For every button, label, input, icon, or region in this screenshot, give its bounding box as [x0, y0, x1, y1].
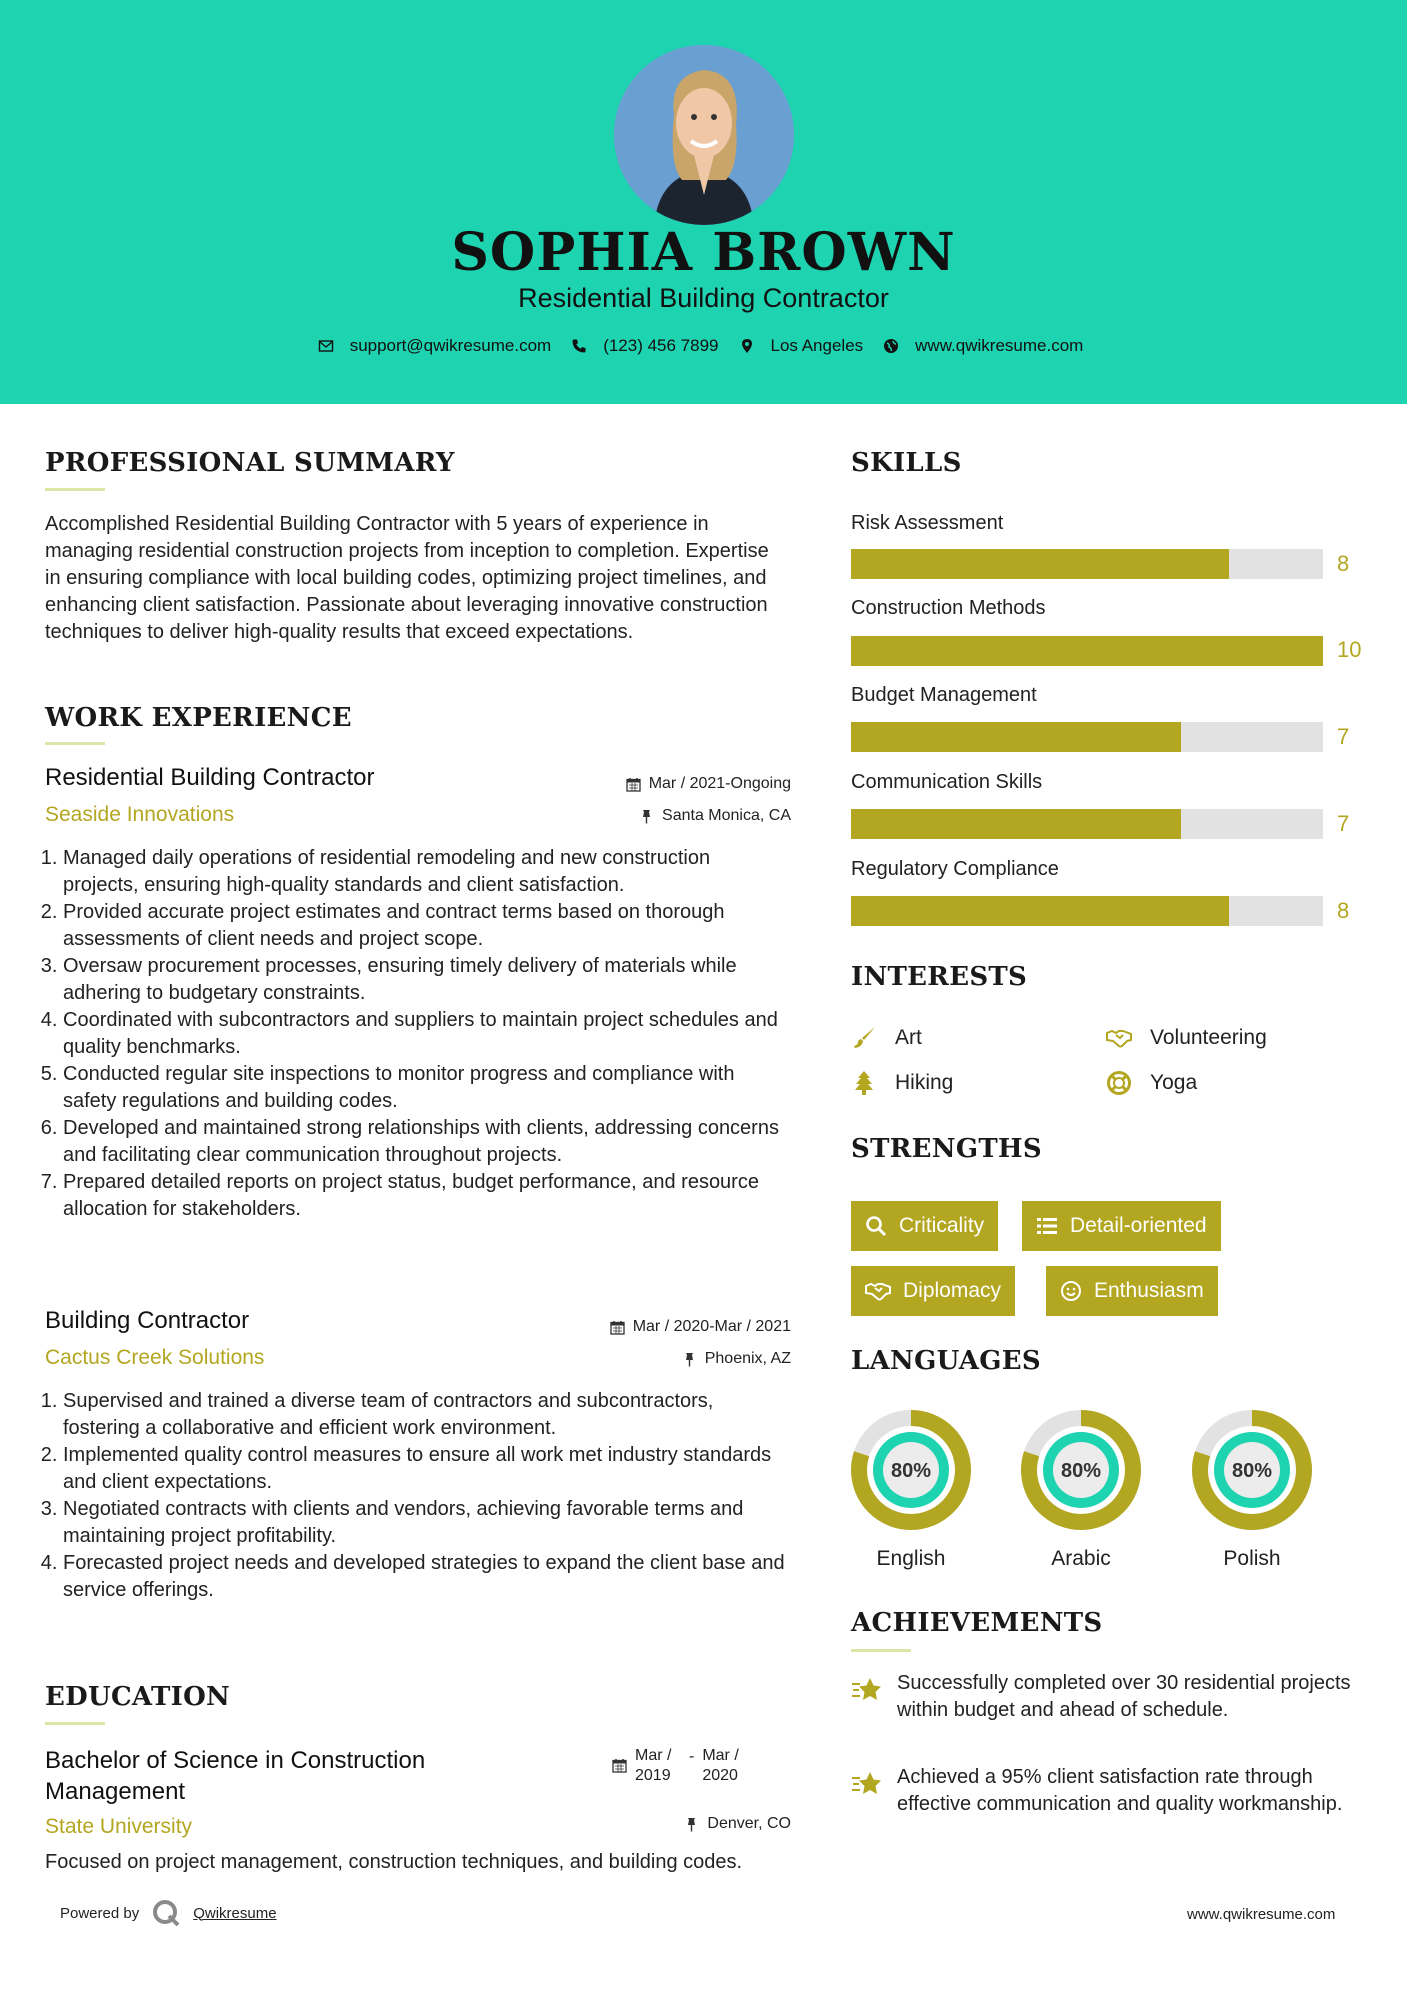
tree-icon	[851, 1070, 877, 1096]
languages-heading: LANGUAGES	[851, 1346, 1041, 1376]
skill-value: 7	[1337, 811, 1350, 836]
footer-website[interactable]: www.qwikresume.com	[1187, 1906, 1336, 1923]
language-name: Arabic	[1051, 1547, 1111, 1570]
skill-bar	[851, 636, 1323, 666]
list-item: 3. Oversaw procurement processes, ensuring timely delivery of materials while adhering to budgetary constraints.	[63, 953, 785, 1007]
summary-rule	[45, 488, 105, 491]
calendar-icon	[626, 777, 641, 792]
profile-photo	[614, 45, 794, 225]
list-item: 1. Managed daily operations of residential remodeling and new construction projects, ensuring high-quality standards and client satisfaction.	[63, 845, 785, 899]
pushpin-icon	[682, 1352, 697, 1367]
school-name: State University	[45, 1815, 193, 1838]
list-item: 3. Negotiated contracts with clients and vendors, achieving favorable terms and maintaining project profitability.	[63, 1496, 785, 1550]
handshake-icon	[1106, 1025, 1132, 1051]
star-icon	[851, 1768, 883, 1800]
language-ring	[849, 1408, 973, 1532]
job-bullets	[45, 845, 785, 1223]
list-item: 6. Developed and maintained strong relationships with clients, addressing concerns and facilitating clear communication throughout projects.	[63, 1115, 785, 1169]
skills-heading: SKILLS	[851, 448, 962, 478]
list-item: 7. Prepared detailed reports on project status, budget performance, and resource allocation for stakeholders.	[63, 1169, 785, 1223]
phone-icon	[571, 338, 587, 354]
skill-value: 10	[1337, 637, 1362, 662]
job-title: Building Contractor	[45, 1307, 250, 1334]
job-dates	[626, 775, 791, 793]
language-name: English	[876, 1547, 946, 1570]
powered-by-label: Powered by	[60, 1904, 140, 1922]
job-location-text: Phoenix, AZ	[704, 1350, 791, 1367]
contact-location	[739, 336, 864, 356]
strengths-heading: STRENGTHS	[851, 1134, 1042, 1164]
calendar-icon	[612, 1758, 627, 1773]
paintbrush-icon	[851, 1025, 877, 1051]
strength-tag	[1022, 1201, 1221, 1251]
interests-heading: INTERESTS	[851, 962, 1028, 992]
phone-text: (123) 456 7899	[603, 336, 719, 355]
skill-name: Construction Methods	[851, 597, 1046, 619]
job-dates-text: Mar / 2020-Mar / 2021	[632, 1318, 791, 1335]
interest-item	[1106, 1025, 1267, 1051]
calendar-icon	[610, 1320, 625, 1335]
language-ring	[1019, 1408, 1143, 1532]
skill-bar-fill	[851, 636, 1323, 666]
footer-powered	[60, 1898, 277, 1928]
language-item	[1190, 1408, 1314, 1571]
envelope-icon	[318, 338, 334, 354]
education-date-separator: -	[689, 1748, 695, 1765]
lifering-icon	[1106, 1070, 1132, 1096]
interest-item	[851, 1025, 922, 1051]
interest-label: Yoga	[1150, 1071, 1198, 1094]
contact-website[interactable]	[883, 336, 1083, 356]
star-icon	[851, 1674, 883, 1706]
experience-rule	[45, 742, 105, 745]
skill-name: Communication Skills	[851, 771, 1043, 793]
education-heading: EDUCATION	[45, 1682, 231, 1712]
skill-name: Regulatory Compliance	[851, 858, 1059, 880]
job-location	[639, 807, 791, 825]
list-item: 2. Provided accurate project estimates and contract terms based on thorough assessments of client needs and project scope.	[63, 899, 785, 953]
skill-bar	[851, 722, 1323, 752]
skill-bar	[851, 896, 1323, 926]
job-dates-text: Mar / 2021-Ongoing	[648, 775, 791, 792]
language-name: Polish	[1223, 1547, 1281, 1570]
handshake-icon	[865, 1280, 891, 1302]
achievements-rule	[851, 1649, 911, 1652]
interest-item	[851, 1070, 953, 1096]
job-title: Residential Building Contractor	[45, 764, 375, 791]
contact-email[interactable]	[318, 336, 552, 356]
smile-icon	[1060, 1280, 1082, 1302]
ring-percent: 80%	[1231, 1460, 1273, 1482]
skill-bar-fill	[851, 809, 1181, 839]
job-company: Cactus Creek Solutions	[45, 1346, 265, 1369]
job-location	[682, 1350, 791, 1368]
skill-name: Budget Management	[851, 684, 1037, 706]
ring-percent: 80%	[890, 1460, 932, 1482]
interest-item	[1106, 1070, 1197, 1096]
education-end-date: Mar / 2020	[702, 1747, 739, 1784]
achievement-text: Achieved a 95% client satisfaction rate through effective communication and quality workmanship.	[897, 1766, 1343, 1815]
language-item	[1019, 1408, 1143, 1571]
skill-bar-fill	[851, 896, 1229, 926]
interest-label: Hiking	[895, 1071, 954, 1094]
skill-bar	[851, 549, 1323, 579]
interest-label: Art	[895, 1026, 922, 1049]
summary-heading: PROFESSIONAL SUMMARY	[45, 448, 455, 478]
strength-tag	[851, 1266, 1015, 1316]
header-band	[0, 0, 1407, 404]
education-description: Focused on project management, construction techniques, and building codes.	[45, 1851, 743, 1873]
search-icon	[865, 1215, 887, 1237]
achievement-item	[851, 1764, 1351, 1818]
strength-tag	[1046, 1266, 1218, 1316]
summary-text: Accomplished Residential Building Contractor with 5 years of experience in managing residential construction projects from inception to completion. Expertise in ensuring compliance with local building codes, optimizing project timelines, and enhancing client satisfaction. Passionate about leveraging innovative construction techniques to deliver high-quality results that exceed expectations.	[45, 513, 769, 643]
list-item: 1. Supervised and trained a diverse team of contractors and subcontractors, fostering a collaborative and efficient work environment.	[63, 1388, 785, 1442]
pushpin-icon	[639, 809, 654, 824]
globe-icon	[883, 338, 899, 354]
skill-value: 8	[1337, 898, 1350, 923]
skill-value: 7	[1337, 724, 1350, 749]
ring-percent: 80%	[1060, 1460, 1102, 1482]
job-company: Seaside Innovations	[45, 803, 235, 826]
education-location	[684, 1815, 791, 1833]
interest-label: Volunteering	[1150, 1026, 1267, 1049]
brand-link[interactable]: Qwikresume	[193, 1904, 277, 1922]
map-marker-icon	[739, 338, 755, 354]
list-item: 4. Forecasted project needs and developed strategies to expand the client base and service offerings.	[63, 1550, 785, 1604]
list-icon	[1036, 1215, 1058, 1237]
achievements-heading: ACHIEVEMENTS	[851, 1608, 1103, 1638]
strength-label: Detail-oriented	[1070, 1214, 1207, 1237]
list-item: 2. Implemented quality control measures to ensure all work met industry standards and client expectations.	[63, 1442, 785, 1496]
education-location-text: Denver, CO	[707, 1815, 791, 1832]
language-ring	[1190, 1408, 1314, 1532]
location-text: Los Angeles	[770, 336, 864, 355]
skill-bar-fill	[851, 722, 1181, 752]
education-dates	[612, 1746, 748, 1786]
language-item	[849, 1408, 973, 1571]
website-text: www.qwikresume.com	[915, 336, 1084, 355]
degree-title: Bachelor of Science in Construction Management	[45, 1747, 426, 1805]
list-item: 5. Conducted regular site inspections to monitor progress and compliance with safety regulations and building codes.	[63, 1061, 785, 1115]
skill-bar	[851, 809, 1323, 839]
achievement-item	[851, 1670, 1351, 1724]
strength-tag	[851, 1201, 998, 1251]
education-rule	[45, 1722, 105, 1725]
candidate-name: SOPHIA BROWN	[451, 222, 956, 283]
job-dates	[610, 1318, 791, 1336]
job-bullets	[45, 1388, 785, 1604]
skill-bar-fill	[851, 549, 1229, 579]
strength-label: Criticality	[899, 1214, 985, 1237]
education-start-date: Mar / 2019	[635, 1747, 672, 1784]
strength-label: Enthusiasm	[1094, 1279, 1204, 1302]
experience-heading: WORK EXPERIENCE	[45, 703, 352, 733]
contact-bar	[0, 336, 1407, 356]
pushpin-icon	[684, 1817, 699, 1832]
skill-name: Risk Assessment	[851, 512, 1004, 534]
job-location-text: Santa Monica, CA	[662, 807, 791, 824]
strength-label: Diplomacy	[903, 1279, 1002, 1302]
candidate-role: Residential Building Contractor	[518, 283, 889, 313]
email-text: support@qwikresume.com	[349, 336, 552, 355]
list-item: 4. Coordinated with subcontractors and suppliers to maintain project schedules and quality benchmarks.	[63, 1007, 785, 1061]
contact-phone[interactable]	[571, 336, 718, 356]
qwikresume-logo-icon	[151, 1898, 181, 1928]
skill-value: 8	[1337, 551, 1350, 576]
achievement-text: Successfully completed over 30 residential projects within budget and ahead of schedule.	[897, 1672, 1351, 1721]
